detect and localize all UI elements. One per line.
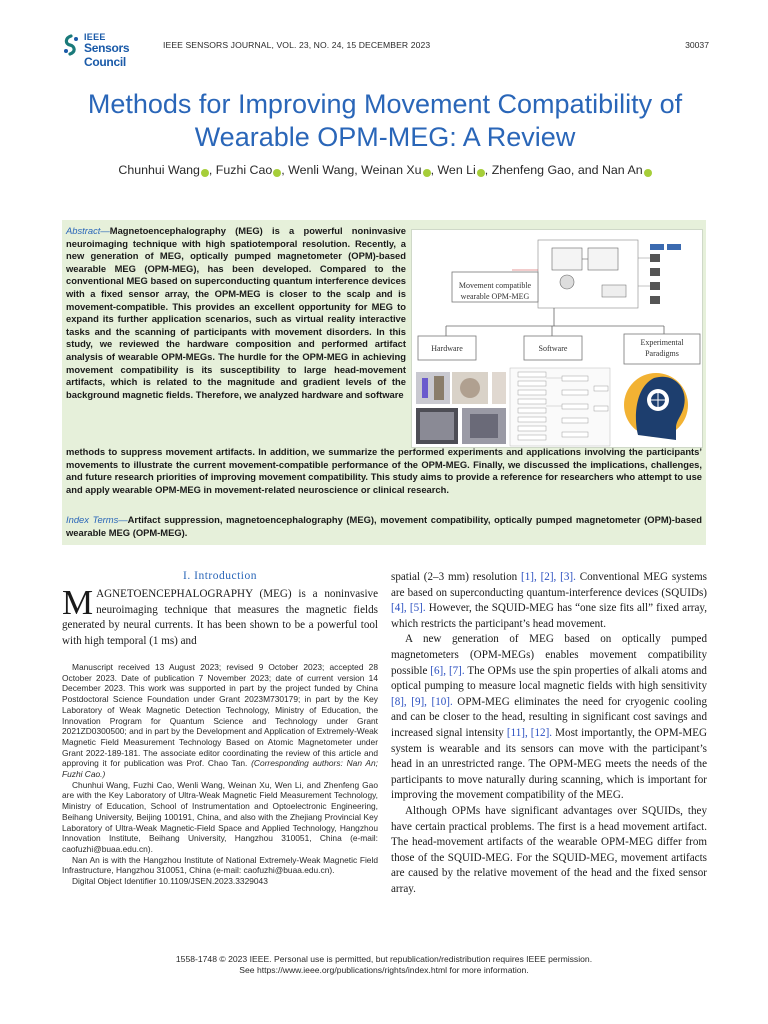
index-terms-label: Index Terms— bbox=[66, 514, 128, 525]
author-list: Chunhui Wang , Fuzhi Cao , Wenli Wang, Weinan Xu , Wen Li , Zhenfeng Gao, and Nan An bbox=[40, 163, 730, 177]
author-name: Weinan Xu bbox=[361, 163, 422, 177]
abstract-part1: Magnetoencephalography (MEG) is a powerful noninvasive neuroimaging technique with high spatiotemporal resolution. Recently, a new generation of MEG, optically pumped magnetometer (OPM)-based wearable MEG (OPM-MEG), has been developed. Compared to the conventional MEG based on superconducting quantum interference devices with a fixed sensor array, the OPM-MEG is closer to the scalp and is movement-compatible. This provides an excellent opportunity for MEG to expand its further application scenarios, such as virtual reality interactive tasks and the scanning of participants with movement disorders. In this study, we reviewed the hardware composition and performed artifact analysis of wearable OPM-MEGs. The hurdle for the OPM-MEG in achieving movement compatibility is its susceptibility to large head-movement artifacts, which is related to the magnitude and gradient levels of the background magnetic fields. Therefore, we analyzed hardware and software bbox=[66, 225, 406, 400]
intro-paragraph-1 bbox=[62, 583, 378, 649]
citation-link[interactable]: [8], [9], [10]. bbox=[391, 695, 453, 708]
abstract-text-top bbox=[66, 225, 406, 401]
author-name: Zhenfeng Gao bbox=[491, 163, 571, 177]
orcid-icon[interactable] bbox=[201, 169, 209, 177]
orcid-icon[interactable] bbox=[644, 169, 652, 177]
index-terms-text: Artifact suppression, magnetoencephalography (MEG), movement compatibility, optically pumped magnetometer (OPM)-based wearable MEG (OPM-MEG). bbox=[66, 514, 702, 538]
figure-center-label bbox=[452, 280, 538, 302]
footnote-doi: Digital Object Identifier 10.1109/JSEN.2023.3329043 bbox=[72, 876, 268, 887]
footnote-manuscript-text: Manuscript received 13 August 2023; revised 9 October 2023; accepted 28 October 2023. Date of publication 7 November 2023; date of current version 14 December 2023. This work was supported in part by the project funded by China Postdoctoral Science Foundation under Grant 2023M730179; in part by the Key Laboratory of Weak Magnetic Detection Technology, Ministry of Education, the Innovation Program for Quantum Science and Technology under Grant 2021ZD0300500; and in part by the Development and Application of Extremely-Weak Magnetic Field Measurement Technology Based on Atomic Magnetometer under Grant 2022-189-181. The associate editor coordinating the review of this article and approving it for publication was Prof. Chao Tan. bbox=[62, 662, 378, 769]
orcid-icon[interactable] bbox=[477, 169, 485, 177]
footnote-manuscript bbox=[62, 662, 378, 780]
right-paragraph-1 bbox=[391, 570, 707, 632]
journal-citation: IEEE SENSORS JOURNAL, VOL. 23, NO. 24, 15 DECEMBER 2023 bbox=[163, 40, 431, 50]
footnote-corresponding: (Corresponding authors: Nan An; Fuzhi Cao.) bbox=[62, 758, 378, 780]
intro-lead-text: AGNETOENCEPHALOGRAPHY (MEG) is a noninvasive neuroimaging technique that measures the magnetic fields generated by neural currents. It has been shown to be a powerful tool with high temporal (1 ms) and bbox=[62, 588, 378, 647]
citation-link[interactable]: [1], [2], [3]. bbox=[521, 571, 576, 583]
logo-ieee-text: IEEE bbox=[84, 32, 106, 42]
sensors-logo-icon bbox=[62, 34, 80, 56]
copyright-footer bbox=[62, 954, 706, 976]
left-column bbox=[62, 570, 378, 649]
text-run: Conventional MEG systems are based on superconducting quantum-interference devices (SQUIDs) bbox=[391, 571, 707, 599]
text-run: However, the SQUID-MEG has “one size fits all” fixed array, which restricts the participant’s head movement. bbox=[391, 602, 707, 630]
footer-line-2: See https://www.ieee.org/publications/rights/index.html for more information. bbox=[239, 965, 529, 975]
author-name: Chunhui Wang bbox=[118, 163, 200, 177]
figure-hardware-label: Hardware bbox=[431, 344, 463, 353]
figure-center-line2: wearable OPM-MEG bbox=[460, 292, 530, 301]
drop-cap: M bbox=[62, 583, 94, 622]
citation-link[interactable]: [4], [5]. bbox=[391, 602, 426, 615]
author-name: Wen Li bbox=[437, 163, 476, 177]
ieee-sensors-council-logo bbox=[62, 32, 162, 69]
footnote-affiliation-1: Chunhui Wang, Fuzhi Cao, Wenli Wang, Weinan Xu, Wen Li, and Zhenfeng Gao are with the Key Laboratory of Ultra-Weak Magnetic Field Measurement Technology, Ministry of Education, School of Instrumentation and Optoelectronic Engineering, Beihang University, Beijing 100191, China, and also with the Zhejiang Provincial Key Laboratory of Ultra-Weak Magnetic-Field Space and Applied Technology, Hangzhou Innovation Institute, Beihang University, Hangzhou 310051, China (e-mail: caofuzhi@buaa.edu.cn). bbox=[62, 779, 378, 854]
figure-software-label: Software bbox=[538, 344, 568, 353]
right-column bbox=[391, 570, 707, 897]
citation-link[interactable]: [6], [7]. bbox=[430, 664, 465, 677]
page-number: 30037 bbox=[685, 40, 709, 50]
citation-link[interactable]: [11], [12]. bbox=[506, 726, 553, 739]
abstract-label: Abstract— bbox=[66, 225, 110, 236]
orcid-icon[interactable] bbox=[273, 169, 281, 177]
author-name: Fuzhi Cao bbox=[215, 163, 273, 177]
logo-council-text: Sensors Council bbox=[84, 41, 130, 69]
figure-experimental-label bbox=[624, 337, 700, 359]
graphical-abstract-figure bbox=[411, 229, 703, 448]
orcid-icon[interactable] bbox=[423, 169, 431, 177]
page-header bbox=[62, 32, 709, 69]
text-run: A new generation of MEG based on optically pumped magnetometers (OPM-MEGs) enables movement compatibility possible bbox=[391, 633, 707, 677]
text-run: OPM-MEG eliminates the need for cryogenic cooling and can be closer to the head, resulting in significant cost savings and increased signal intensity bbox=[391, 695, 707, 739]
footer-line-1: 1558-1748 © 2023 IEEE. Personal use is permitted, but republication/redistribution requires IEEE permission. bbox=[175, 954, 593, 964]
footnote bbox=[62, 662, 378, 887]
figure-experimental-line2: Paradigms bbox=[645, 349, 679, 358]
figure-experimental-line1: Experimental bbox=[640, 338, 684, 347]
text-run: The OPMs use the spin properties of alkali atoms and optical pumping to measure local magnetic fields with high sensitivity bbox=[391, 664, 707, 693]
abstract-box bbox=[62, 220, 706, 545]
abstract-text-bottom: methods to suppress movement artifacts. In addition, we summarize the performed experiments and applications involving the participants’ movements to illustrate the current movement-compatible performance of the OPM-MEG. Finally, we discussed the implications, challenges, and future research priorities of improving movement compatibility. This study aims to provide a reference for researchers who attempt to use and apply wearable OPM-MEG in movement-related neuroscience or clinical research. bbox=[66, 446, 702, 495]
right-paragraph-2 bbox=[391, 632, 707, 804]
paper-title: Methods for Improving Movement Compatibility of Wearable OPM-MEG: A Review bbox=[87, 89, 683, 152]
author-name: Wenli Wang bbox=[288, 163, 355, 177]
footnote-affiliation-2: Nan An is with the Hangzhou Institute of National Extremely-Weak Magnetic Field Infrastructure, Hangzhou 310051, China (e-mail: caofuzhi@buaa.edu.cn). bbox=[62, 854, 378, 876]
right-paragraph-3: Although OPMs have significant advantages over SQUIDs, they have certain practical problems. The first is a head movement artifact. The head-movement artifacts of the wearable OPM-MEG differ from those of the SQUID-MEG. For the SQUID-MEG, movement artifacts are caused by the relative movement of the head and the fixed sensor array. bbox=[391, 804, 707, 895]
authors-and: and bbox=[577, 163, 599, 177]
text-run: Most importantly, the OPM-MEG system is wearable and its sensors can move with the participant’s head in an unrestricted range. The OPM-MEG meets the needs of the participants to move naturally during scanning, which is important for improving the movement compatibility of the MEG. bbox=[391, 726, 708, 802]
author-name: Nan An bbox=[601, 163, 643, 177]
text-run: spatial (2–3 mm) resolution bbox=[391, 571, 522, 583]
section-heading: I. Introduction bbox=[183, 570, 257, 582]
index-terms bbox=[66, 514, 702, 539]
figure-center-line1: Movement compatible bbox=[458, 281, 532, 290]
